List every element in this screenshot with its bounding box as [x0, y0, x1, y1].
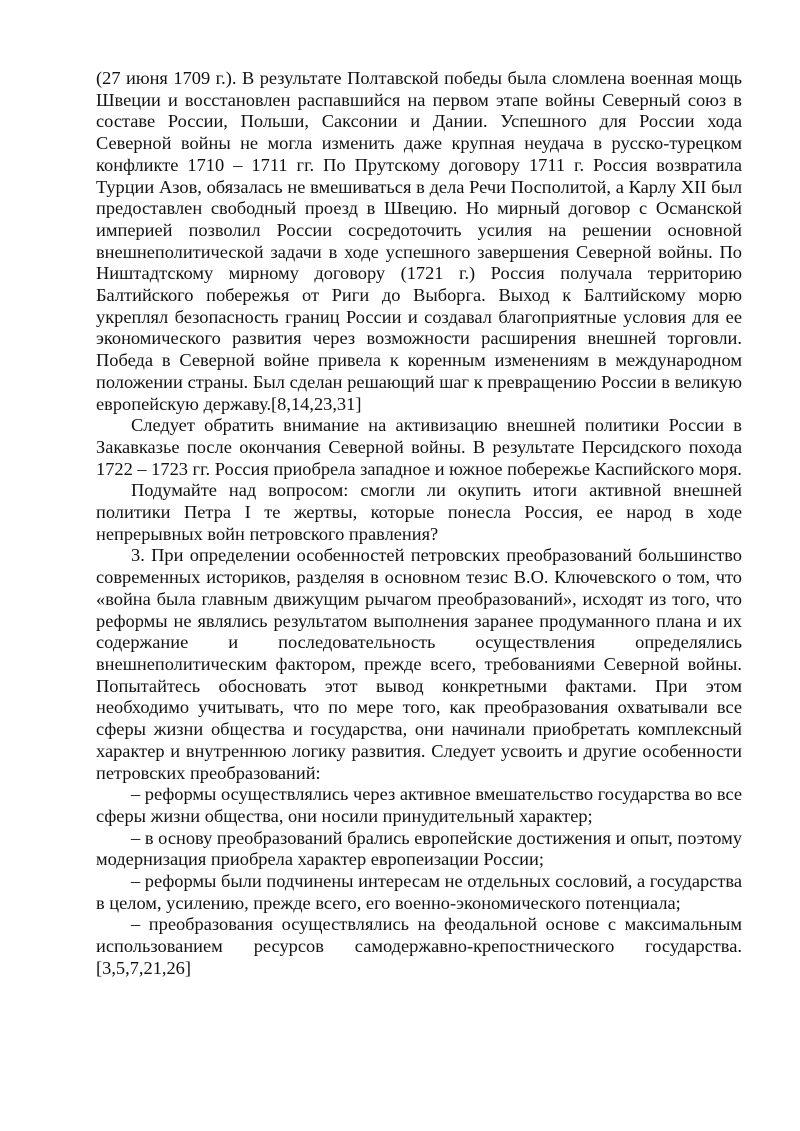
list-item-european-experience: – в основу преобразований брались европейские достижения и опыт, поэтому модернизация приобрела характер европеизации России;	[96, 827, 742, 870]
document-page	[96, 68, 742, 980]
paragraph-transcaucasia: Следует обратить внимание на активизацию внешней политики России в Закавказье после окончания Северной войны. В результате Персидского похода 1722 – 1723 гг. Россия приобрела западное и южное побережье Каспийского моря.	[96, 415, 742, 479]
paragraph-reforms-features: 3. При определении особенностей петровских преобразований большинство современных историков, разделяя в основном тезис В.О. Ключевского о том, что «война была главным движущим рычагом преобразований», исходят из того, что реформы не являлись результатом выполнения заранее продуманного плана и их содержание и последовательность осуществления определялись внешнеполитическим фактором, прежде всего, требованиями Северной войны. Попытайтесь обосновать этот вывод конкретными фактами. При этом необходимо учитывать, что по мере того, как преобразования охватывали все сферы жизни общества и государства, они начинали приобретать комплексный характер и внутреннюю логику развития. Следует усвоить и другие особенности петровских преобразований:	[96, 545, 742, 783]
list-item-feudal-basis: – преобразования осуществлялись на феодальной основе с максимальным использованием ресурсов самодержавно-крепостнического государства. [3,5,7,21,26]	[96, 914, 742, 978]
list-item-state-intervention: – реформы осуществлялись через активное вмешательство государства во все сферы жизни общества, они носили принудительный характер;	[96, 784, 742, 826]
paragraph-question: Подумайте над вопросом: смогли ли окупить итоги активной внешней политики Петра I те жертвы, которые понесла Россия, ее народ в ходе непрерывных войн петровского правления?	[96, 480, 742, 544]
paragraph-poltava-outcome: (27 июня 1709 г.). В результате Полтавской победы была сломлена военная мощь Швеции и восстановлен распавшийся на первом этапе войны Северный союз в составе России, Польши, Саксонии и Дании. Успешного для России хода Северной войны не могла изменить даже крупная неудача в русско-турецком конфликте 1710 – 1711 гг. По Прутскому договору 1711 г. Россия возвратила Турции Азов, обязалась не вмешиваться в дела Речи Посполитой, а Карлу XII был предоставлен свободный проезд в Швецию. Но мирный договор с Османской империей позволил России сосредоточить усилия на решении основной внешнеполитической задачи в ходе успешного завершения Северной войны. По Ништадтскому мирному договору (1721 г.) Россия получала территорию Балтийского побережья от Риги до Выборга. Выход к Балтийскому морю укреплял безопасность границ России и создавал благоприятные условия для ее экономического развития через возможности расширения внешней торговли. Победа в Северной войне привела к коренным изменениям в международном положении страны. Был сделан решающий шаг к превращению России в великую европейскую державу.[8,14,23,31]	[96, 68, 742, 414]
list-item-state-interests: – реформы были подчинены интересам не отдельных сословий, а государства в целом, усилению, прежде всего, его военно-экономического потенциала;	[96, 871, 742, 913]
